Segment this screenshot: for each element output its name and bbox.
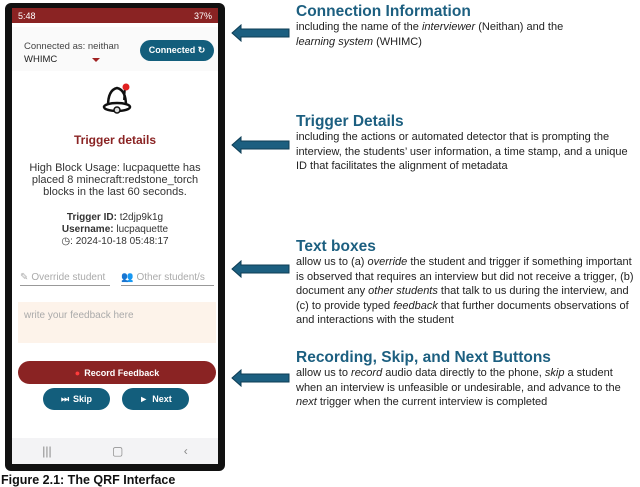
trigger-id-label: Trigger ID: — [66, 212, 117, 223]
recent-apps-icon[interactable]: ||| — [42, 444, 52, 458]
battery-level: 37% — [193, 10, 212, 21]
connection-header — [12, 27, 218, 71]
trigger-id: t2djp9k1g — [119, 212, 164, 223]
trigger-metadata — [12, 212, 218, 248]
skip-label: Skip — [73, 394, 93, 404]
annotation-title: Text boxes — [296, 238, 376, 255]
feedback-textarea[interactable]: write your feedback here — [18, 302, 216, 343]
annotation-text-segment: allow us to (a) — [296, 256, 368, 268]
annotation-text — [296, 255, 636, 328]
annotation-text-segment: audio data directly to the phone, — [382, 367, 545, 379]
annotation-text-segment: next — [296, 396, 317, 408]
other-students-input[interactable] — [121, 270, 214, 286]
arrow-left-icon — [231, 260, 291, 278]
annotation-text-segment: interviewer — [421, 21, 476, 33]
override-placeholder: Override student — [31, 272, 106, 283]
timestamp: : 2024-10-18 05:48:17 — [70, 236, 169, 247]
clock-icon: ◷ — [61, 236, 71, 247]
annotation-text — [296, 20, 596, 49]
annotation-title: Trigger Details — [296, 113, 404, 130]
annotation-title: Connection Information — [296, 3, 471, 20]
annotation-text — [296, 130, 636, 174]
annotation-title: Recording, Skip, and Next Buttons — [296, 349, 551, 366]
status-bar — [12, 8, 218, 23]
record-feedback-button[interactable] — [18, 361, 216, 384]
annotation — [296, 349, 636, 410]
chevron-down-icon[interactable] — [92, 58, 100, 62]
skip-button[interactable] — [43, 388, 110, 410]
annotation — [296, 238, 636, 328]
trigger-description: High Block Usage: lucpaquette has placed 8 minecraft:redstone_torch blocks in the last 60 seconds. — [29, 162, 201, 198]
trigger-details-title: Trigger details — [73, 133, 157, 147]
other-placeholder: Other student/s — [136, 272, 205, 283]
annotation-text-segment: feedback — [393, 299, 438, 312]
annotation — [296, 3, 596, 49]
play-icon: ► — [139, 394, 149, 404]
override-student-input[interactable] — [20, 270, 110, 286]
status-time: 5:48 — [18, 10, 36, 21]
annotation-text-segment: record — [351, 367, 383, 379]
annotation-text-segment: learning system — [296, 35, 374, 48]
connected-button[interactable]: Connected ↻ — [140, 40, 214, 61]
username-label: Username: — [61, 224, 114, 235]
annotation-text-segment: a student when an interview is unfeasible or undesirable, and advance to the — [296, 367, 621, 394]
annotation-text-segment: (Neithan) and the — [475, 21, 564, 33]
next-button[interactable] — [122, 388, 189, 410]
pencil-icon: ✎ — [20, 272, 29, 283]
bell-icon — [100, 80, 134, 116]
annotation-text-segment: including the actions or automated detector that is prompting the interview, the students’ user information, a time stamp, and a unique ID that facilitates the alignment of metadata — [296, 131, 628, 172]
annotation-text-segment: the student and trigger if something important is observed that requires an interview but did not receive a trigger, (b) document any — [296, 256, 634, 297]
record-label: Record Feedback — [84, 367, 160, 378]
skip-icon: ⏭ — [60, 393, 70, 404]
annotation — [296, 113, 636, 174]
android-nav-bar — [12, 438, 218, 464]
annotation-text-segment: override — [367, 256, 408, 268]
annotation-text-segment: (WHIMC) — [373, 35, 422, 48]
people-icon: 👥 — [121, 272, 134, 283]
phone-frame — [5, 3, 225, 471]
username: lucpaquette — [116, 224, 169, 235]
figure-caption: Figure 2.1: The QRF Interface — [1, 473, 176, 487]
annotation-text-segment: including the name of the — [296, 21, 422, 33]
annotation-text-segment: allow us to — [296, 367, 352, 379]
arrow-left-icon — [231, 136, 291, 154]
annotation-text-segment: other students — [368, 285, 438, 297]
home-icon[interactable]: ▢ — [111, 444, 124, 458]
record-icon: ● — [74, 367, 81, 378]
arrow-left-icon — [231, 369, 291, 387]
system-select[interactable]: WHIMC — [24, 54, 58, 65]
next-label: Next — [152, 394, 172, 404]
annotation-text — [296, 366, 636, 410]
back-icon[interactable]: ‹ — [183, 444, 188, 458]
arrow-left-icon — [231, 24, 291, 42]
annotation-text-segment: skip — [544, 367, 565, 379]
app-screen — [12, 8, 218, 464]
annotation-text-segment: that talk to us during the interview, and (c) to provide typed — [296, 285, 629, 312]
connected-as-label: Connected as: neithan — [24, 41, 120, 52]
annotation-text-segment: that further documents observations of and interactions with the student — [296, 299, 629, 326]
annotation-text-segment: trigger when the current interview is completed — [316, 396, 548, 408]
